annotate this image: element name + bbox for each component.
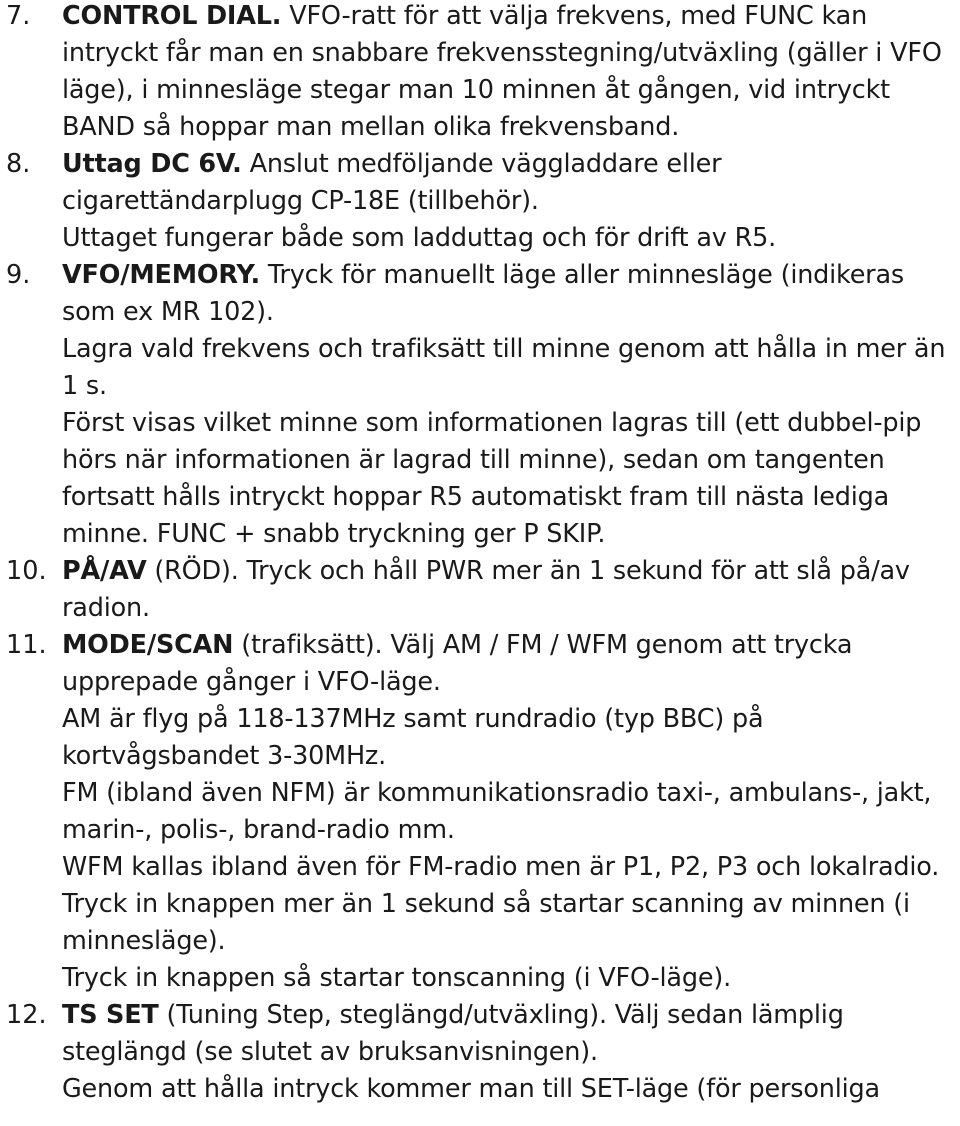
item-title: Uttag DC 6V. [62,149,242,179]
item-number: 12. [6,1000,47,1030]
item-text: läge), i minnesläge stegar man 10 minnen åt gången, vid intryckt [62,75,890,105]
item-text: FM (ibland även NFM) är kommunikationsradio taxi-, ambulans-, jakt, [62,778,932,808]
item-title: TS SET [62,1000,159,1030]
item-text: som ex MR 102). [62,297,274,327]
item-subtitle: (RÖD). [146,556,239,586]
item-text: kortvågsbandet 3-30MHz. [62,741,387,771]
item-text: hörs när informationen är lagrad till minne), sedan om tangenten [62,445,885,475]
item-title: MODE/SCAN [62,630,234,660]
item-text: minnesläge). [62,926,226,956]
item-text: radion. [62,593,150,623]
item-10-line-1 [62,555,910,587]
item-title: PÅ/AV [62,556,147,586]
item-text: Lagra vald frekvens och trafiksätt till minne genom att hålla in mer än [62,334,946,364]
item-7-line-1 [62,0,867,32]
item-text: Först visas vilket minne som informationen lagras till (ett dubbel-pip [62,408,922,438]
item-text: Tryck in knappen mer än 1 sekund så startar scanning av minnen (i [62,889,910,919]
item-text: Tryck för manuellt läge aller minnesläge (indikeras [267,260,904,290]
item-12-line-1 [62,999,844,1031]
item-title: VFO/MEMORY. [62,260,260,290]
item-text: 1 s. [62,371,107,401]
item-title: CONTROL DIAL. [62,1,282,31]
item-text: intryckt får man en snabbare frekvensstegning/utväxling (gäller i VFO [62,38,942,68]
item-number: 8. [6,149,31,179]
item-text: minne. FUNC + snabb tryckning ger P SKIP. [62,519,606,549]
item-text: AM är flyg på 118-137MHz samt rundradio (typ BBC) på [62,704,764,734]
item-number: 11. [6,630,47,660]
item-text: Genom att hålla intryck kommer man till SET-läge (för personliga [62,1074,880,1104]
item-text: Tryck in knappen så startar tonscanning (i VFO-läge). [62,963,731,993]
item-text: cigarettändarplugg CP-18E (tillbehör). [62,186,539,216]
item-text: VFO-ratt för att välja frekvens, med FUNC kan [289,1,868,31]
item-number: 7. [6,1,31,31]
item-text: marin-, polis-, brand-radio mm. [62,815,455,845]
item-8-line-1 [62,148,721,180]
item-number: 9. [6,260,31,290]
item-text: Välj sedan lämplig [614,1000,844,1030]
item-subtitle: (trafiksätt). [233,630,383,660]
item-11-line-1 [62,629,852,661]
item-text: Uttaget fungerar både som ladduttag och för drift av R5. [62,223,777,253]
item-number: 10. [6,556,47,586]
item-subtitle: (Tuning Step, steglängd/utväxling). [158,1000,607,1030]
item-text: Tryck och håll PWR mer än 1 sekund för att slå på/av [246,556,910,586]
item-text: Anslut medföljande väggladdare eller [249,149,722,179]
item-text: steglängd (se slutet av bruksanvisningen). [62,1037,598,1067]
item-9-line-1 [62,259,904,291]
item-text: BAND så hoppar man mellan olika frekvensband. [62,112,680,142]
item-text: upprepade gånger i VFO-läge. [62,667,441,697]
item-text: WFM kallas ibland även för FM-radio men är P1, P2, P3 och lokalradio. [62,852,940,882]
item-text: fortsatt hålls intryckt hoppar R5 automatiskt fram till nästa lediga [62,482,890,512]
item-text: Välj AM / FM / WFM genom att trycka [390,630,853,660]
